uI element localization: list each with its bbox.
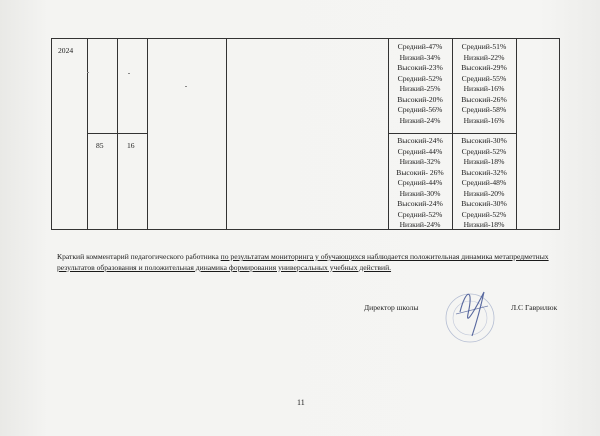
result-cell: Низкий-20% — [463, 188, 505, 198]
result-cell: Средний-44% — [397, 178, 443, 187]
table-divider — [516, 39, 517, 229]
result-cell: Низкий-32% — [399, 157, 441, 166]
result-cell: Высокий-23% — [397, 63, 443, 72]
results-table — [51, 38, 560, 230]
result-cell: Средний-44% — [397, 146, 443, 156]
year-cell: 2024 — [58, 46, 74, 55]
group2-column-a — [389, 136, 451, 231]
result-cell: Высокий- 26% — [396, 167, 444, 177]
school-stamp-signature — [438, 284, 502, 348]
result-cell: Низкий-16% — [463, 115, 505, 125]
result-cell: Высокий-30% — [461, 136, 507, 145]
result-cell: Средний-55% — [461, 73, 507, 83]
signature-title: Директор школы — [364, 303, 419, 312]
result-cell: Высокий-26% — [461, 94, 507, 104]
class-count-cell: 16 — [127, 141, 135, 150]
result-cell: Низкий-25% — [399, 84, 441, 93]
result-cell: Низкий-30% — [399, 188, 441, 198]
result-cell: Средний-51% — [461, 42, 507, 51]
signatory-name: Л.С Гаврилюк — [511, 303, 558, 312]
table-divider — [147, 39, 148, 229]
student-count-cell: 85 — [96, 141, 104, 150]
scan-speck — [185, 86, 187, 87]
comment-text: по результатам мониторинга у обучающихся наблюдается положительная динамика метапредметных результатов образования и положительная динамика формирования универсальных учебных действий. — [57, 252, 549, 272]
table-divider — [87, 39, 88, 229]
table-divider — [87, 133, 147, 134]
result-cell: Средний-48% — [461, 178, 507, 187]
result-cell: Низкий-18% — [463, 157, 505, 166]
result-cell: Низкий-24% — [399, 220, 441, 229]
comment-prefix: Краткий комментарий педагогического работника — [57, 252, 221, 261]
result-cell: Низкий-24% — [399, 115, 441, 125]
result-cell: Высокий-30% — [461, 199, 507, 208]
scan-speck — [128, 73, 130, 74]
result-cell: Высокий-24% — [397, 199, 443, 208]
result-cell: Высокий-20% — [397, 94, 443, 104]
table-divider — [388, 133, 516, 134]
result-cell: Средний-47% — [397, 42, 443, 51]
result-cell: Средний-58% — [461, 105, 507, 114]
result-cell: Высокий-24% — [397, 136, 443, 145]
scan-speck — [87, 72, 89, 73]
teacher-comment — [57, 252, 557, 273]
result-cell: Низкий-16% — [463, 84, 505, 93]
result-cell: Средний-52% — [461, 146, 507, 156]
result-cell: Низкий-22% — [463, 52, 505, 62]
result-cell: Средний-52% — [461, 209, 507, 219]
group1-column-a — [389, 42, 451, 126]
result-cell: Низкий-34% — [399, 52, 441, 62]
table-divider — [117, 39, 118, 229]
group1-column-b — [453, 42, 515, 126]
result-cell: Средний-52% — [397, 73, 443, 83]
result-cell: Низкий-18% — [463, 220, 505, 229]
result-cell: Высокий-32% — [461, 167, 507, 177]
page-number: 11 — [297, 398, 305, 407]
table-divider — [226, 39, 227, 229]
result-cell: Средний-56% — [397, 105, 443, 114]
result-cell: Высокий-29% — [461, 63, 507, 72]
result-cell: Средний-52% — [397, 209, 443, 219]
group2-column-b — [453, 136, 515, 231]
